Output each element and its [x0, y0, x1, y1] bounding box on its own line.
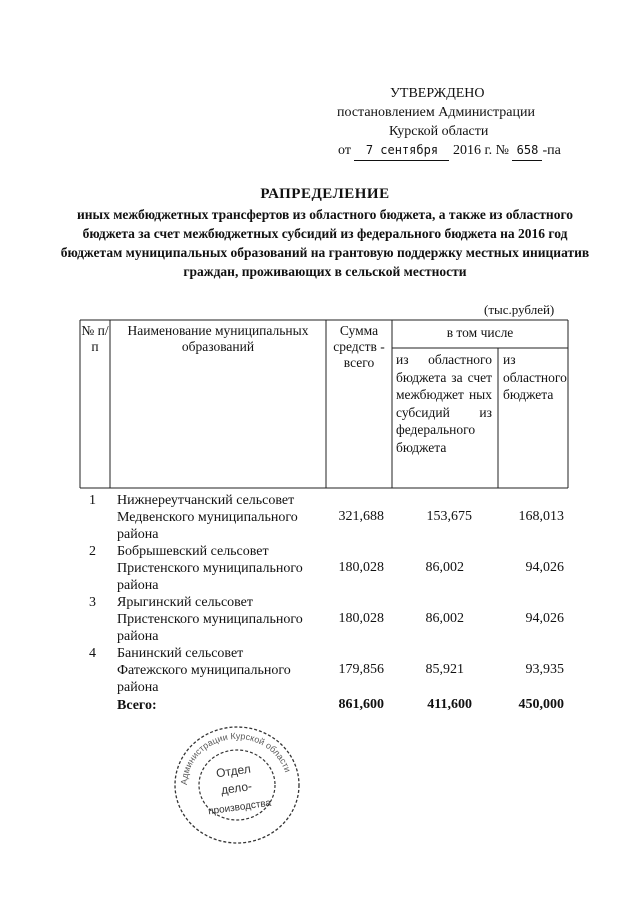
units-label: (тыс.рублей)	[484, 302, 555, 317]
row-name-line1: Бобрышевский сельсовет	[117, 544, 269, 559]
stamp-line-2: дело-	[220, 778, 253, 798]
row-number: 1	[89, 493, 96, 508]
total-federal: 411,600	[427, 697, 472, 712]
total-label: Всего:	[117, 698, 157, 713]
row-name-line3: района	[117, 578, 159, 593]
header-number: № п/п	[81, 323, 109, 354]
row-name-line2: Фатежского муниципального	[117, 663, 291, 678]
approval-number: 658	[512, 141, 542, 161]
row-name-line1: Нижнереутчанский сельсовет	[117, 493, 295, 508]
row-total: 179,856	[338, 662, 384, 677]
row-number: 4	[89, 646, 96, 661]
approval-line-resolution: постановлением Администрации	[337, 105, 535, 120]
row-federal: 85,921	[425, 662, 464, 677]
row-federal: 86,002	[425, 560, 464, 575]
header-total: Сумма средств - всего	[333, 323, 385, 370]
row-regional: 93,935	[525, 662, 564, 677]
row-total: 321,688	[338, 509, 384, 524]
header-from-regional: из областного бюджета	[503, 352, 567, 402]
row-name-line2: Медвенского муниципального	[117, 510, 298, 525]
total-regional: 450,000	[518, 697, 564, 712]
document-heading: РАПРЕДЕЛЕНИЕ	[260, 186, 390, 202]
approval-year: 2016 г. №	[452, 143, 509, 158]
row-federal: 153,675	[426, 509, 472, 524]
stamp-line-1: Отдел	[215, 761, 252, 781]
row-number: 2	[89, 544, 96, 559]
row-name-line3: района	[117, 680, 159, 695]
total-sum: 861,600	[338, 697, 384, 712]
header-name: Наименование муниципальных образований	[127, 323, 309, 354]
row-number: 3	[89, 595, 96, 610]
row-regional: 94,026	[525, 560, 564, 575]
row-regional: 168,013	[518, 509, 564, 524]
approval-title: УТВЕРЖДЕНО	[390, 86, 485, 101]
row-total: 180,028	[338, 560, 384, 575]
stamp-line-3: производства	[207, 797, 272, 818]
row-name-line1: Ярыгинский сельсовет	[117, 595, 254, 610]
stamp-ring-text: Администрации Курской области	[178, 730, 293, 786]
row-name-line2: Пристенского муниципального	[117, 561, 303, 576]
approval-suffix: -па	[542, 143, 561, 158]
row-name-line1: Банинский сельсовет	[117, 646, 244, 661]
approval-line-region: Курской области	[389, 124, 489, 139]
header-from-subsidies: из областного бюджета за счет межбюджет ных субсидий из федерального бюджета	[396, 352, 492, 455]
approval-from-prefix: от	[338, 143, 351, 158]
row-name-line2: Пристенского муниципального	[117, 612, 303, 627]
row-regional: 94,026	[525, 611, 564, 626]
row-name-line3: района	[117, 629, 159, 644]
office-stamp	[170, 720, 305, 850]
header-including: в том числе	[446, 325, 514, 340]
row-federal: 86,002	[425, 611, 464, 626]
approval-date: 7 сентября	[354, 141, 449, 161]
row-total: 180,028	[338, 611, 384, 626]
document-subtitle: иных межбюджетных трансфертов из областного бюджета, а также из областного бюджета за счет межбюджетных субсидий из федерального бюджета на 2016 год бюджетам муниципальных образований на грантовую поддержку местных инициатив граждан, проживающих в сельской местности	[60, 207, 590, 279]
row-name-line3: района	[117, 527, 159, 542]
